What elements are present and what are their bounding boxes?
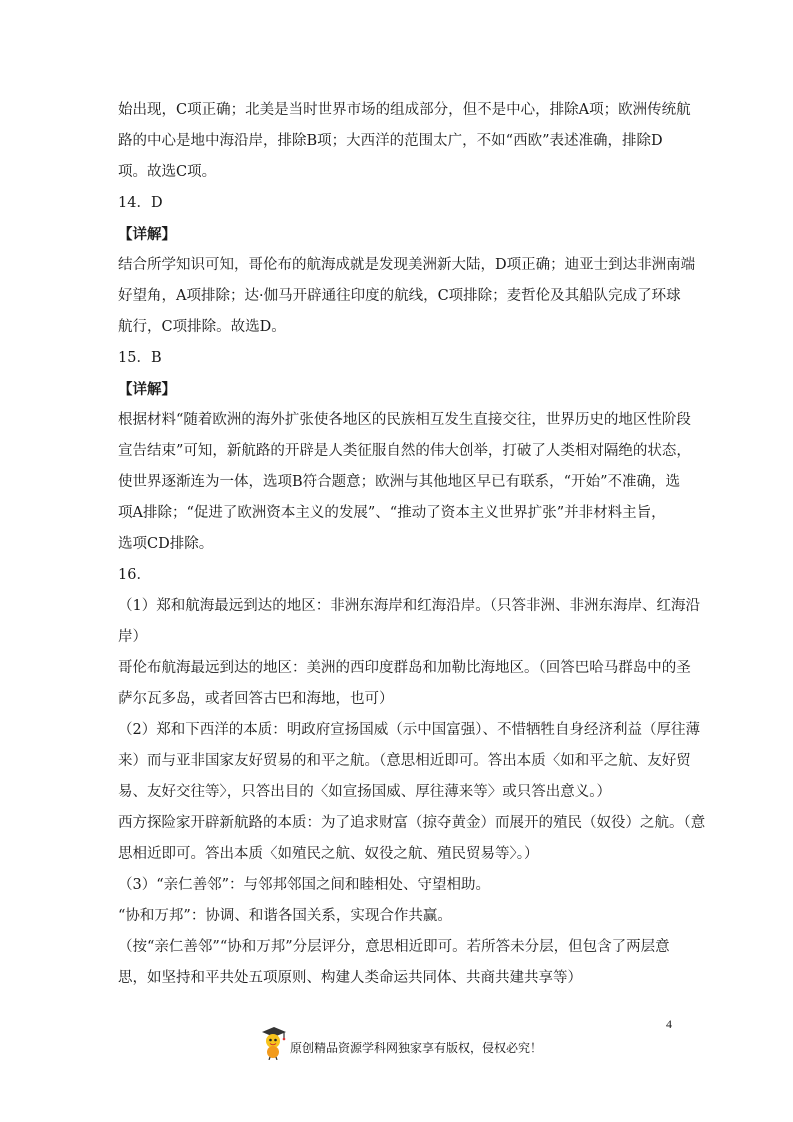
text-line: （2）郑和下西洋的本质：明政府宣扬国威（示中国富强）、不惜牺牲自身经济利益（厚往薄 [118, 722, 700, 738]
text-line: 岸） [118, 629, 147, 645]
text-line: 思相近即可。答出本质〈如殖民之航、奴役之航、殖民贸易等〉。） [118, 846, 539, 862]
text-line: 宣告结束”可知，新航路的开辟是人类征服自然的伟大创举，打破了人类相对隔绝的状态， [118, 443, 691, 459]
text-line: （3）“亲仁善邻”：与邻邦邻国之间和睦相处、守望相助。 [118, 877, 491, 893]
text-line: （按“亲仁善邻”“协和万邦”分层评分，意思相近即可。若所答未分层，但包含了两层意 [118, 939, 670, 955]
text-line: “协和万邦”：协调、和谐各国关系，实现合作共赢。 [118, 908, 452, 924]
text-line: 易、友好交往等〉，只答出目的〈如宣扬国威、厚往薄来等〉或只答出意义。） [118, 784, 611, 800]
answer-content [118, 95, 706, 994]
text-line: 使世界逐渐连为一体，选项B符合题意；欧洲与其他地区早已有联系，“开始”不准确，选 [118, 474, 680, 490]
text-line: 萨尔瓦多岛，或者回答古巴和海地，也可） [118, 691, 394, 707]
text-line: 项。故选C项。 [118, 164, 217, 180]
question-number: 16． [118, 567, 151, 583]
text-line: 项A排除；“促进了欧洲资本主义的发展”、“推动了资本主义世界扩张”并非材料主旨， [118, 505, 666, 521]
copyright-notice: 原创精品资源学科网独家享有版权，侵权必究！ [290, 1041, 543, 1055]
text-line: 思，如坚持和平共处五项原则、构建人类命运共同体、共商共建共享等） [118, 970, 582, 986]
question-number: 15．B [118, 350, 162, 366]
question-number: 14．D [118, 195, 163, 211]
page-number: 4 [666, 1017, 672, 1031]
text-line: 西方探险家开辟新航路的本质：为了追求财富（掠夺黄金）而展开的殖民（奴役）之航。（意 [118, 815, 706, 831]
text-line: 哥伦布航海最远到达的地区：美洲的西印度群岛和加勒比海地区。（回答巴哈马群岛中的圣 [118, 660, 691, 676]
mascot-logo-icon [258, 1024, 288, 1060]
detail-heading: 【详解】 [118, 381, 176, 398]
detail-heading: 【详解】 [118, 226, 176, 243]
text-line: 结合所学知识可知，哥伦布的航海成就是发现美洲新大陆，D项正确；迪亚士到达非洲南端 [118, 257, 696, 273]
footer [258, 1020, 542, 1060]
text-line: （1）郑和航海最远到达的地区：非洲东海岸和红海沿岸。（只答非洲、非洲东海岸、红海沿 [118, 598, 700, 614]
text-line: 航行，C项排除。故选D。 [118, 319, 286, 335]
text-line: 路的中心是地中海沿岸，排除B项；大西洋的范围太广，不如“西欧”表述准确，排除D [118, 133, 663, 149]
text-line: 始出现，C项正确；北美是当时世界市场的组成部分，但不是中心，排除A项；欧洲传统航 [118, 102, 691, 118]
text-line: 来）而与亚非国家友好贸易的和平之航。（意思相近即可。答出本质〈如和平之航、友好贸 [118, 753, 691, 769]
text-line: 好望角，A项排除；达·伽马开辟通往印度的航线，C项排除；麦哲伦及其船队完成了环球 [118, 288, 681, 304]
text-line: 选项CD排除。 [118, 536, 214, 552]
text-line: 根据材料“随着欧洲的海外扩张使各地区的民族相互发生直接交往，世界历史的地区性阶段 [118, 412, 691, 428]
